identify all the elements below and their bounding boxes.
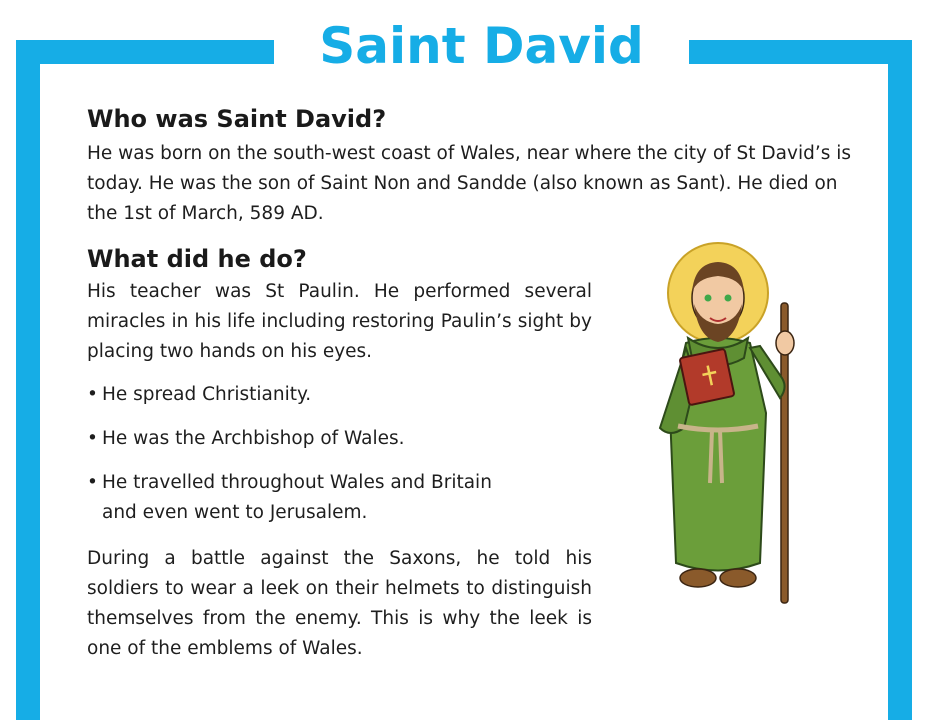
- list-item-text: He travelled throughout Wales and Britain and even went to Jerusalem.: [102, 472, 492, 523]
- section-text-who: He was born on the south-west coast of Wales, near where the city of St David’s is today. He was the son of Saint Non and Sandde (also known as Sant). He died on the 1st of March, 589 AD.: [87, 143, 852, 224]
- list-item-text: He was the Archbishop of Wales.: [102, 428, 405, 449]
- saint-david-illustration: [648, 238, 818, 618]
- list-item: [87, 380, 507, 410]
- section-heading-who: Who was Saint David?: [87, 105, 387, 133]
- section-heading-what: What did he do?: [87, 245, 307, 273]
- bullet-icon: •: [87, 472, 98, 493]
- list-item-text: He spread Christianity.: [102, 384, 312, 405]
- list-item: [87, 424, 507, 454]
- page-title: Saint David: [319, 17, 644, 75]
- achievement-list: [87, 380, 507, 542]
- bullet-icon: •: [87, 428, 98, 449]
- leek-paragraph: During a battle against the Saxons, he told his soldiers to wear a leek on their helmets to distinguish themselves from the enemy. This is why the leek is one of the emblems of Wales.: [87, 548, 592, 659]
- list-item: [87, 468, 507, 528]
- section-text-what: His teacher was St Paulin. He performed several miracles in his life including restoring Paulin’s sight by placing two hands on his eyes.: [87, 281, 592, 362]
- bullet-icon: •: [87, 384, 98, 405]
